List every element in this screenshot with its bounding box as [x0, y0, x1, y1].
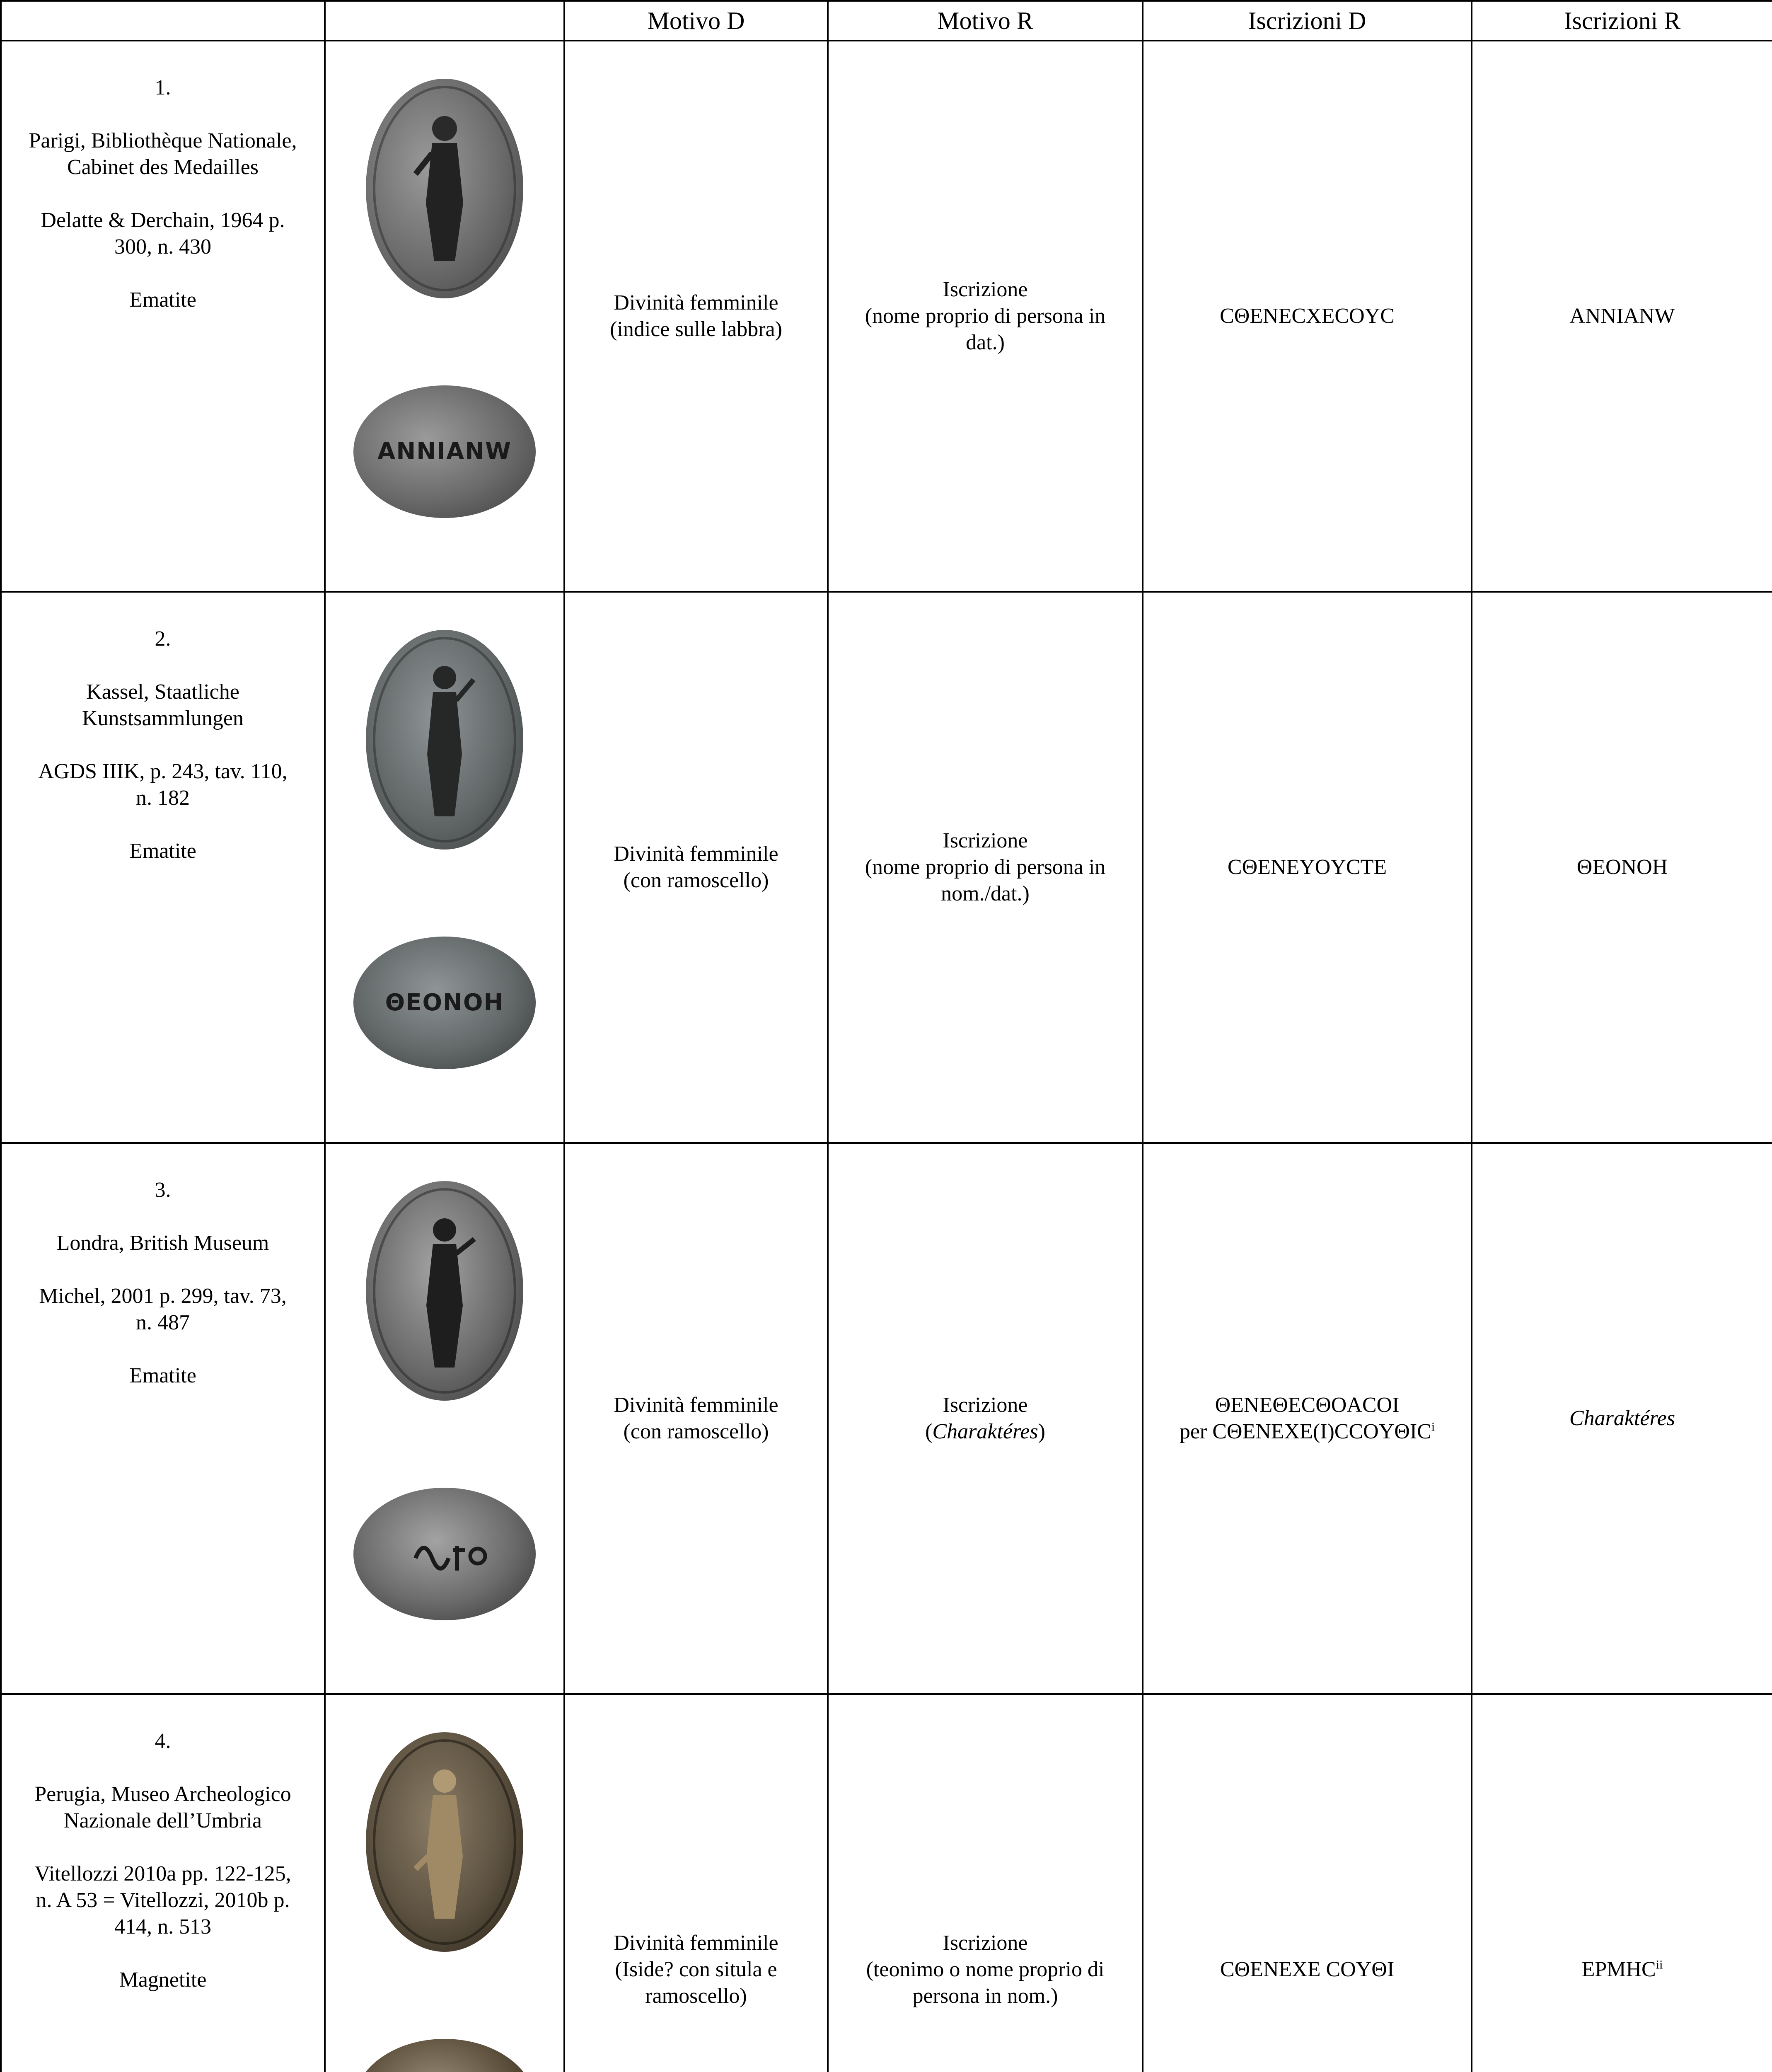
motivo-r-text: persona in nom.) [912, 1984, 1058, 2008]
entry-number: 3. [155, 1178, 171, 1202]
iscrizioni-r-text: ΘEONOH [1576, 855, 1668, 879]
iscrizioni-d-text: per CΘENEXE(I)CCOYΘIC$^i$ [1179, 1420, 1435, 1443]
entry-material: Ematite [129, 1364, 196, 1387]
iscrizioni-d-text: CΘENEYOYCTE [1227, 855, 1387, 879]
iscrizioni-d-cell [1143, 41, 1472, 592]
table-row [1, 41, 1772, 592]
motivo-d-text: Divinità femminile [614, 291, 778, 315]
entry-location: Cabinet des Medailles [67, 155, 259, 179]
header-motivo-d: Motivo D [564, 1, 828, 41]
entry-location: Londra, British Museum [56, 1231, 269, 1255]
gem-obverse-image [366, 630, 523, 850]
gem-obverse-image [366, 1732, 523, 1952]
motivo-r-text: Iscrizione [943, 1393, 1028, 1417]
entry-location: Kunstsammlungen [82, 707, 244, 730]
entry-number: 4. [155, 1729, 171, 1753]
iscrizioni-d-cell [1143, 592, 1472, 1143]
motivo-r-text: dat.) [966, 331, 1005, 354]
iscrizioni-r-text: Charaktéres [1569, 1406, 1675, 1430]
motivo-r-text: (nome proprio di persona in [865, 855, 1106, 879]
entry-reference: 414, n. 513 [114, 1915, 211, 1939]
motivo-d-cell [564, 1694, 828, 2072]
entry-reference: Vitellozzi 2010a pp. 122-125, [34, 1862, 291, 1886]
charakteres-italic: Charaktéres [932, 1420, 1038, 1443]
entry-reference: AGDS IIIK, p. 243, tav. 110, [38, 760, 288, 783]
motivo-r-text: Iscrizione [943, 1931, 1028, 1955]
entry-location: Kassel, Staatliche [86, 680, 239, 704]
entry-location: Nazionale dell’Umbria [64, 1809, 262, 1832]
catalog-entry [1, 41, 325, 592]
standing-figure-icon [366, 1181, 523, 1401]
gem-obverse-image [366, 1181, 523, 1401]
iscrizioni-r-cell [1472, 41, 1772, 592]
entry-number: 2. [155, 627, 171, 651]
gem-images [325, 1694, 564, 2072]
motivo-r-text: nom./dat.) [941, 882, 1030, 905]
motivo-d-cell [564, 41, 828, 592]
header-iscrizioni-d: Iscrizioni D [1143, 1, 1472, 41]
iscrizioni-d-cell [1143, 1143, 1472, 1694]
motivo-r-cell [828, 41, 1143, 592]
iscrizioni-r-cell [1472, 1143, 1772, 1694]
gem-reverse-inscription: ANNIANW [377, 438, 512, 465]
standing-figure-icon [366, 79, 523, 298]
motivo-d-text: ramoscello) [645, 1984, 747, 2008]
entry-reference: Delatte & Derchain, 1964 p. [41, 208, 285, 232]
motivo-d-text: (indice sulle labbra) [610, 317, 782, 341]
charakteres-icon [353, 1488, 536, 1620]
entry-material: Ematite [129, 839, 196, 863]
motivo-d-text: Divinità femminile [614, 842, 778, 866]
entry-reference: Michel, 2001 p. 299, tav. 73, [39, 1284, 287, 1308]
motivo-d-cell [564, 592, 828, 1143]
entry-reference: n. 487 [136, 1311, 190, 1334]
entry-reference: n. A 53 = Vitellozzi, 2010b p. [36, 1888, 290, 1912]
gem-reverse-image [353, 385, 536, 518]
entry-reference: n. 182 [136, 786, 190, 810]
table-row [1, 1694, 1772, 2072]
gem-obverse-image [366, 79, 523, 298]
motivo-d-text: (con ramoscello) [623, 1420, 769, 1443]
iscrizioni-r-text: ANNIANW [1569, 304, 1675, 328]
motivo-r-text: Iscrizione [943, 278, 1028, 301]
standing-figure-icon [366, 1732, 523, 1952]
gem-reverse-inscription: ΘEONOH [385, 989, 504, 1016]
motivo-d-text: (con ramoscello) [623, 869, 769, 892]
footnote-ref-ii[interactable]: ii [1656, 1958, 1663, 1972]
iscrizioni-d-text: ΘENEΘECΘOACOI [1215, 1393, 1400, 1417]
header-cell-images [325, 1, 564, 41]
motivo-d-cell [564, 1143, 828, 1694]
motivo-r-text: (teonimo o nome proprio di [866, 1958, 1105, 1981]
iscrizioni-r-cell [1472, 1694, 1772, 2072]
iscrizioni-d-cell [1143, 1694, 1472, 2072]
gem-reverse-image [353, 1488, 536, 1620]
catalog-entry [1, 1694, 325, 2072]
gem-reverse-image [353, 937, 536, 1069]
entry-material: Ematite [129, 288, 196, 312]
motivo-d-text: Divinità femminile [614, 1931, 778, 1955]
iscrizioni-r-text: EPMHC [1581, 1958, 1656, 1981]
motivo-r-text: Iscrizione [943, 829, 1028, 852]
motivo-r-text: (Charaktéres) [925, 1420, 1045, 1443]
entry-location: Perugia, Museo Archeologico [34, 1782, 291, 1806]
entry-material: Magnetite [119, 1968, 207, 1992]
motivo-d-text: Divinità femminile [614, 1393, 778, 1417]
entry-location: Parigi, Bibliothèque Nationale, [29, 129, 297, 152]
table-row [1, 592, 1772, 1143]
entry-number: 1. [155, 76, 171, 99]
header-iscrizioni-r: Iscrizioni R [1472, 1, 1772, 41]
motivo-r-cell [828, 1694, 1143, 2072]
motivo-r-cell [828, 1143, 1143, 1694]
header-row [1, 1, 1772, 41]
motivo-d-text: (Iside? con situla e [615, 1958, 777, 1981]
table-row [1, 1143, 1772, 1694]
gem-images [325, 1143, 564, 1694]
gem-reverse-image [353, 2039, 536, 2072]
header-cell-info [1, 1, 325, 41]
header-motivo-r: Motivo R [828, 1, 1143, 41]
entry-reference: 300, n. 430 [114, 235, 211, 259]
iscrizioni-d-text: CΘENEXE COYΘI [1220, 1958, 1395, 1981]
standing-figure-icon [366, 630, 523, 850]
catalog-entry [1, 592, 325, 1143]
motivo-r-cell [828, 592, 1143, 1143]
iscrizioni-r-cell [1472, 592, 1772, 1143]
motivo-r-text: (nome proprio di persona in [865, 304, 1106, 328]
iscrizioni-d-text: CΘENECXECOYC [1220, 304, 1395, 328]
gem-images [325, 592, 564, 1143]
catalog-entry [1, 1143, 325, 1694]
footnote-ref-i[interactable]: i [1431, 1420, 1435, 1434]
gem-images [325, 41, 564, 592]
